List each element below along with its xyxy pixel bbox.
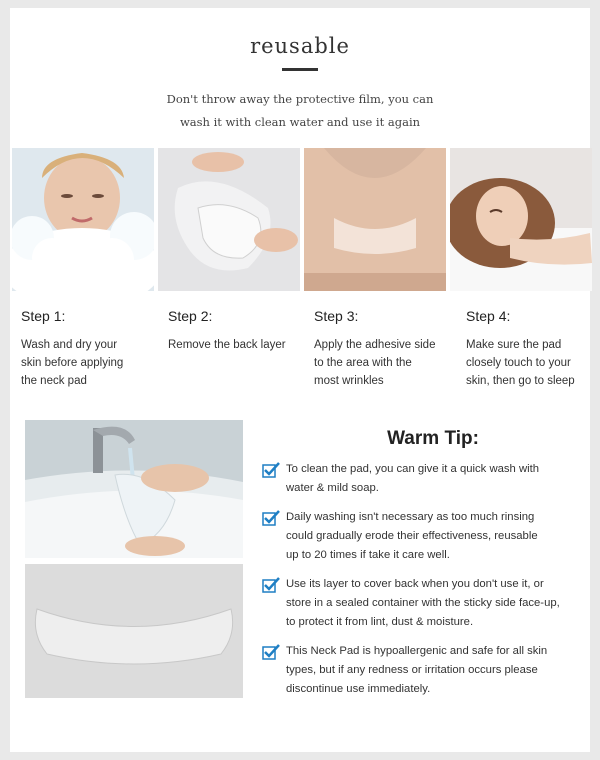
step-4-title: Step 4: [466, 308, 511, 324]
product-info-sheet [10, 8, 590, 752]
step-4 [466, 308, 600, 390]
step-1-line: the neck pad [21, 375, 87, 387]
photo-remove-layer [158, 148, 300, 291]
step-1-line: Wash and dry your [21, 339, 118, 351]
check-icon [262, 644, 280, 660]
tip-item [258, 575, 578, 632]
step-4-line: Make sure the pad [466, 339, 562, 351]
step-4-line: skin, then go to sleep [466, 375, 575, 387]
warm-tip-heading: Warm Tip: [387, 428, 479, 449]
step-3-text [314, 336, 459, 390]
step-3-line: most wrinkles [314, 375, 384, 387]
tip-item [258, 508, 578, 565]
photo-rinsing-pad [25, 420, 243, 558]
step-1 [21, 308, 166, 390]
step-3-title: Step 3: [314, 308, 359, 324]
tip-line: to protect it from lint, dust & moisture. [286, 616, 474, 628]
tip-line: up to 20 times if take it care well. [286, 549, 450, 561]
photo-washing-face [12, 148, 154, 291]
check-icon [262, 462, 280, 478]
step-2-text [168, 336, 313, 354]
tip-line: store in a sealed container with the sticky side face-up, [286, 597, 560, 609]
step-3-line: Apply the adhesive side [314, 339, 436, 351]
tip-item [258, 642, 578, 699]
photo-neck-pad [25, 564, 243, 698]
check-icon [262, 510, 280, 526]
tip-line: discontinue use immediately. [286, 683, 431, 695]
step-2-title: Step 2: [168, 308, 213, 324]
tip-line: Daily washing isn't necessary as too much rinsing [286, 511, 535, 523]
tip-line: This Neck Pad is hypoallergenic and safe for all skin [286, 645, 548, 657]
photo-apply-neck [304, 148, 446, 291]
check-icon [262, 577, 280, 593]
tip-line: types, but if any redness or irritation occurs please [286, 664, 538, 676]
tip-line: To clean the pad, you can give it a quick wash with [286, 463, 540, 475]
tip-line: water & mild soap. [286, 482, 379, 494]
warm-tip-section [258, 428, 578, 709]
step-1-title: Step 1: [21, 308, 66, 324]
tip-item [258, 460, 578, 498]
title-underline [282, 68, 318, 71]
step-3 [314, 308, 459, 390]
tip-line: could gradually erode their effectiveness, reusable [286, 530, 538, 542]
step-3-line: to the area with the [314, 357, 412, 369]
step-1-text [21, 336, 166, 390]
photo-sleeping [450, 148, 592, 291]
step-2-line: Remove the back layer [168, 339, 286, 351]
subtitle-line-1: Don't throw away the protective film, you can [166, 92, 434, 106]
step-1-line: skin before applying [21, 357, 124, 369]
step-4-text [466, 336, 600, 390]
page-title: reusable [250, 34, 350, 58]
subtitle [10, 88, 590, 134]
step-2 [168, 308, 313, 354]
step-4-line: closely touch to your [466, 357, 571, 369]
subtitle-line-2: wash it with clean water and use it again [179, 115, 421, 129]
tip-line: Use its layer to cover back when you don't use it, or [286, 578, 544, 590]
